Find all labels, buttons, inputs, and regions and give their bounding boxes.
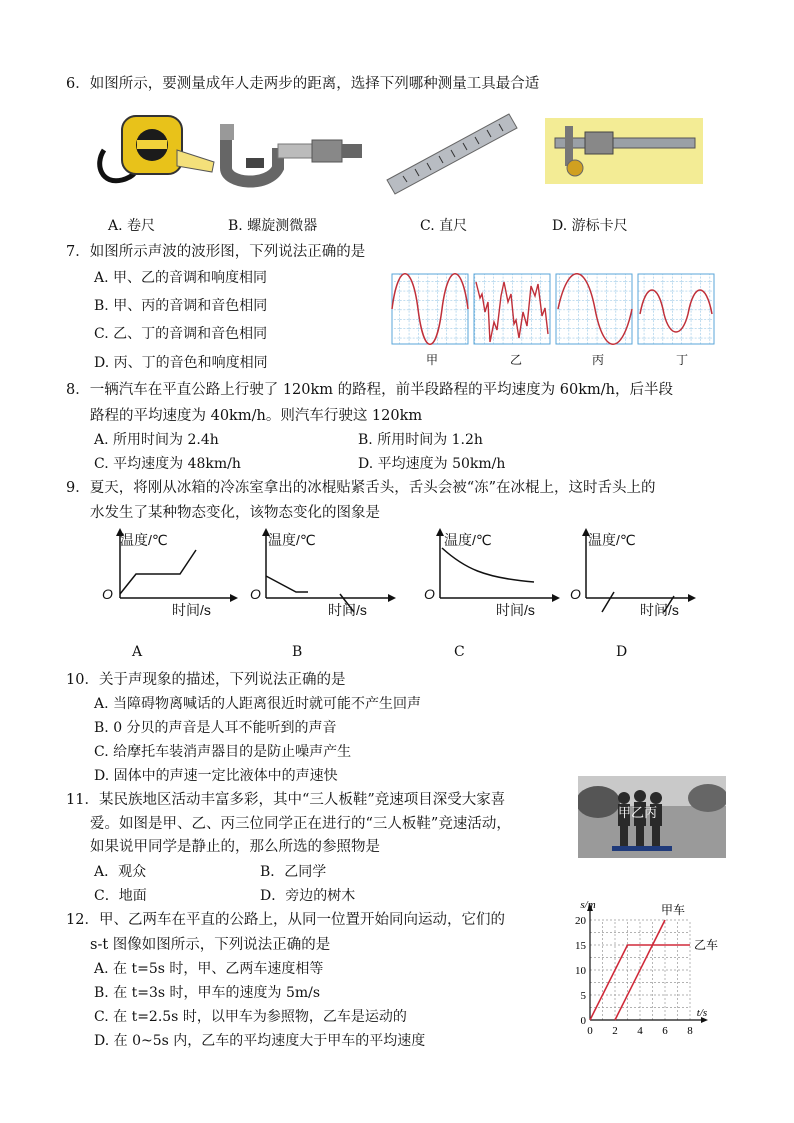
q12-stem-line1: 12．甲、乙两车在平直的公路上，从同一位置开始同向运动，它们的 <box>66 912 505 928</box>
q11-stem-line2: 爱。如图是甲、乙、丙三位同学正在进行的“三人板鞋”竞速活动， <box>90 816 511 832</box>
y-tick-label: 20 <box>575 915 586 927</box>
q9-stem-line2: 水发生了某种物态变化，该物态变化的图象是 <box>90 505 380 521</box>
y-tick-label: 15 <box>575 940 586 952</box>
q9-graph-b: 温度/℃ O 时间/s <box>250 528 400 618</box>
q10-option-d: D. 固体中的声速一定比液体中的声速快 <box>94 768 338 784</box>
wave-label-jia: 甲 <box>426 353 439 367</box>
q9-stem-line1: 9．夏天，将刚从冰箱的冷冻室拿出的冰棍贴紧舌头，舌头会被“冻”在冰棍上，这时舌头上的 <box>66 480 656 496</box>
q11-option-c: C．地面 <box>94 888 147 904</box>
q10-option-a: A. 当障碍物离喊话的人距离很近时就可能不产生回声 <box>94 696 422 712</box>
y-tick-label: 10 <box>575 965 586 977</box>
ruler-image <box>383 108 519 198</box>
q8-option-d: D. 平均速度为 50km/h <box>358 456 506 472</box>
q9-label-c: C <box>454 644 465 660</box>
q11-option-a: A．观众 <box>94 864 147 880</box>
q6-stem: 6．如图所示，要测量成年人走两步的距离，选择下列哪种测量工具最合适 <box>66 76 540 92</box>
x-tick-label: 2 <box>612 1025 618 1037</box>
q12-option-c: C. 在 t=2.5s 时，以甲车为参照物，乙车是运动的 <box>94 1009 407 1025</box>
vernier-caliper-image <box>545 118 703 184</box>
y-axis-label: s/m <box>580 900 596 911</box>
series-label-jia: 甲车 <box>660 903 686 917</box>
wave-label-bing: 丙 <box>592 353 605 367</box>
q6-option-c: C. 直尺 <box>420 218 468 234</box>
y-tick-label: 5 <box>580 990 586 1002</box>
q7-stem: 7．如图所示声波的波形图，下列说法正确的是 <box>66 244 366 260</box>
series-label-yi: 乙车 <box>694 938 719 952</box>
micrometer-image <box>218 118 366 190</box>
q7-option-d: D. 丙、丁的音色和响度相同 <box>94 355 268 371</box>
x-tick-label: 4 <box>637 1025 643 1037</box>
q7-option-b: B. 甲、丙的音调和音色相同 <box>94 298 268 314</box>
q9-label-b: B <box>292 644 303 660</box>
q12-option-a: A. 在 t=5s 时，甲、乙两车速度相等 <box>94 961 324 977</box>
wave-label-yi: 乙 <box>510 353 523 367</box>
q11-option-b: B．乙同学 <box>260 864 327 880</box>
q12-option-d: D. 在 0~5s 内，乙车的平均速度大于甲车的平均速度 <box>94 1033 426 1049</box>
q12-stem-line2: s-t 图像如图所示，下列说法正确的是 <box>90 937 331 953</box>
q9-label-d: D <box>616 644 628 660</box>
waveform-figure <box>390 272 720 348</box>
q6-option-b: B. 螺旋测微器 <box>228 218 318 234</box>
q8-option-a: A. 所用时间为 2.4h <box>94 432 219 448</box>
wave-label-ding: 丁 <box>676 353 689 367</box>
q8-stem-line1: 8．一辆汽车在平直公路上行驶了 120km 的路程，前半段路程的平均速度为 60km/h，后半段 <box>66 382 673 398</box>
q9-graph-c: 温度/℃ O 时间/s <box>424 528 564 618</box>
q10-option-b: B. 0 分贝的声音是人耳不能听到的声音 <box>94 720 337 736</box>
q9-graph-d: 温度/℃ O 时间/s <box>570 528 700 618</box>
x-tick-label: 8 <box>687 1025 693 1037</box>
q10-option-c: C. 给摩托车装消声器目的是防止噪声产生 <box>94 744 352 760</box>
tape-measure-image <box>92 110 218 190</box>
q9-label-a: A <box>132 644 143 660</box>
q7-option-c: C. 乙、丁的音调和音色相同 <box>94 326 268 342</box>
q6-option-d: D. 游标卡尺 <box>552 218 628 234</box>
q8-option-c: C. 平均速度为 48km/h <box>94 456 241 472</box>
q12-option-b: B. 在 t=3s 时，甲车的速度为 5m/s <box>94 985 321 1001</box>
x-tick-label: 0 <box>587 1025 593 1037</box>
x-axis-label: t/s <box>696 1007 708 1019</box>
q11-option-d: D．旁边的树木 <box>260 888 356 904</box>
q11-stem-line3: 如果说甲同学是静止的，那么所选的参照物是 <box>90 839 380 855</box>
q9-graph-a: 温度/℃ O 时间/s <box>100 528 240 618</box>
x-tick-label: 6 <box>662 1025 668 1037</box>
relay-race-photo: 甲乙丙 <box>578 776 726 858</box>
q8-stem-line2: 路程的平均速度为 40km/h。则汽车行驶这 120km <box>90 408 423 424</box>
st-chart <box>564 900 724 1038</box>
q11-stem-line1: 11．某民族地区活动丰富多彩，其中“三人板鞋”竞速项目深受大家喜 <box>66 792 506 808</box>
q8-option-b: B. 所用时间为 1.2h <box>358 432 483 448</box>
y-tick-label: 0 <box>580 1015 586 1027</box>
q10-stem: 10．关于声现象的描述，下列说法正确的是 <box>66 672 346 688</box>
q7-option-a: A. 甲、乙的音调和响度相同 <box>94 270 268 286</box>
q6-option-a: A. 卷尺 <box>108 218 156 234</box>
